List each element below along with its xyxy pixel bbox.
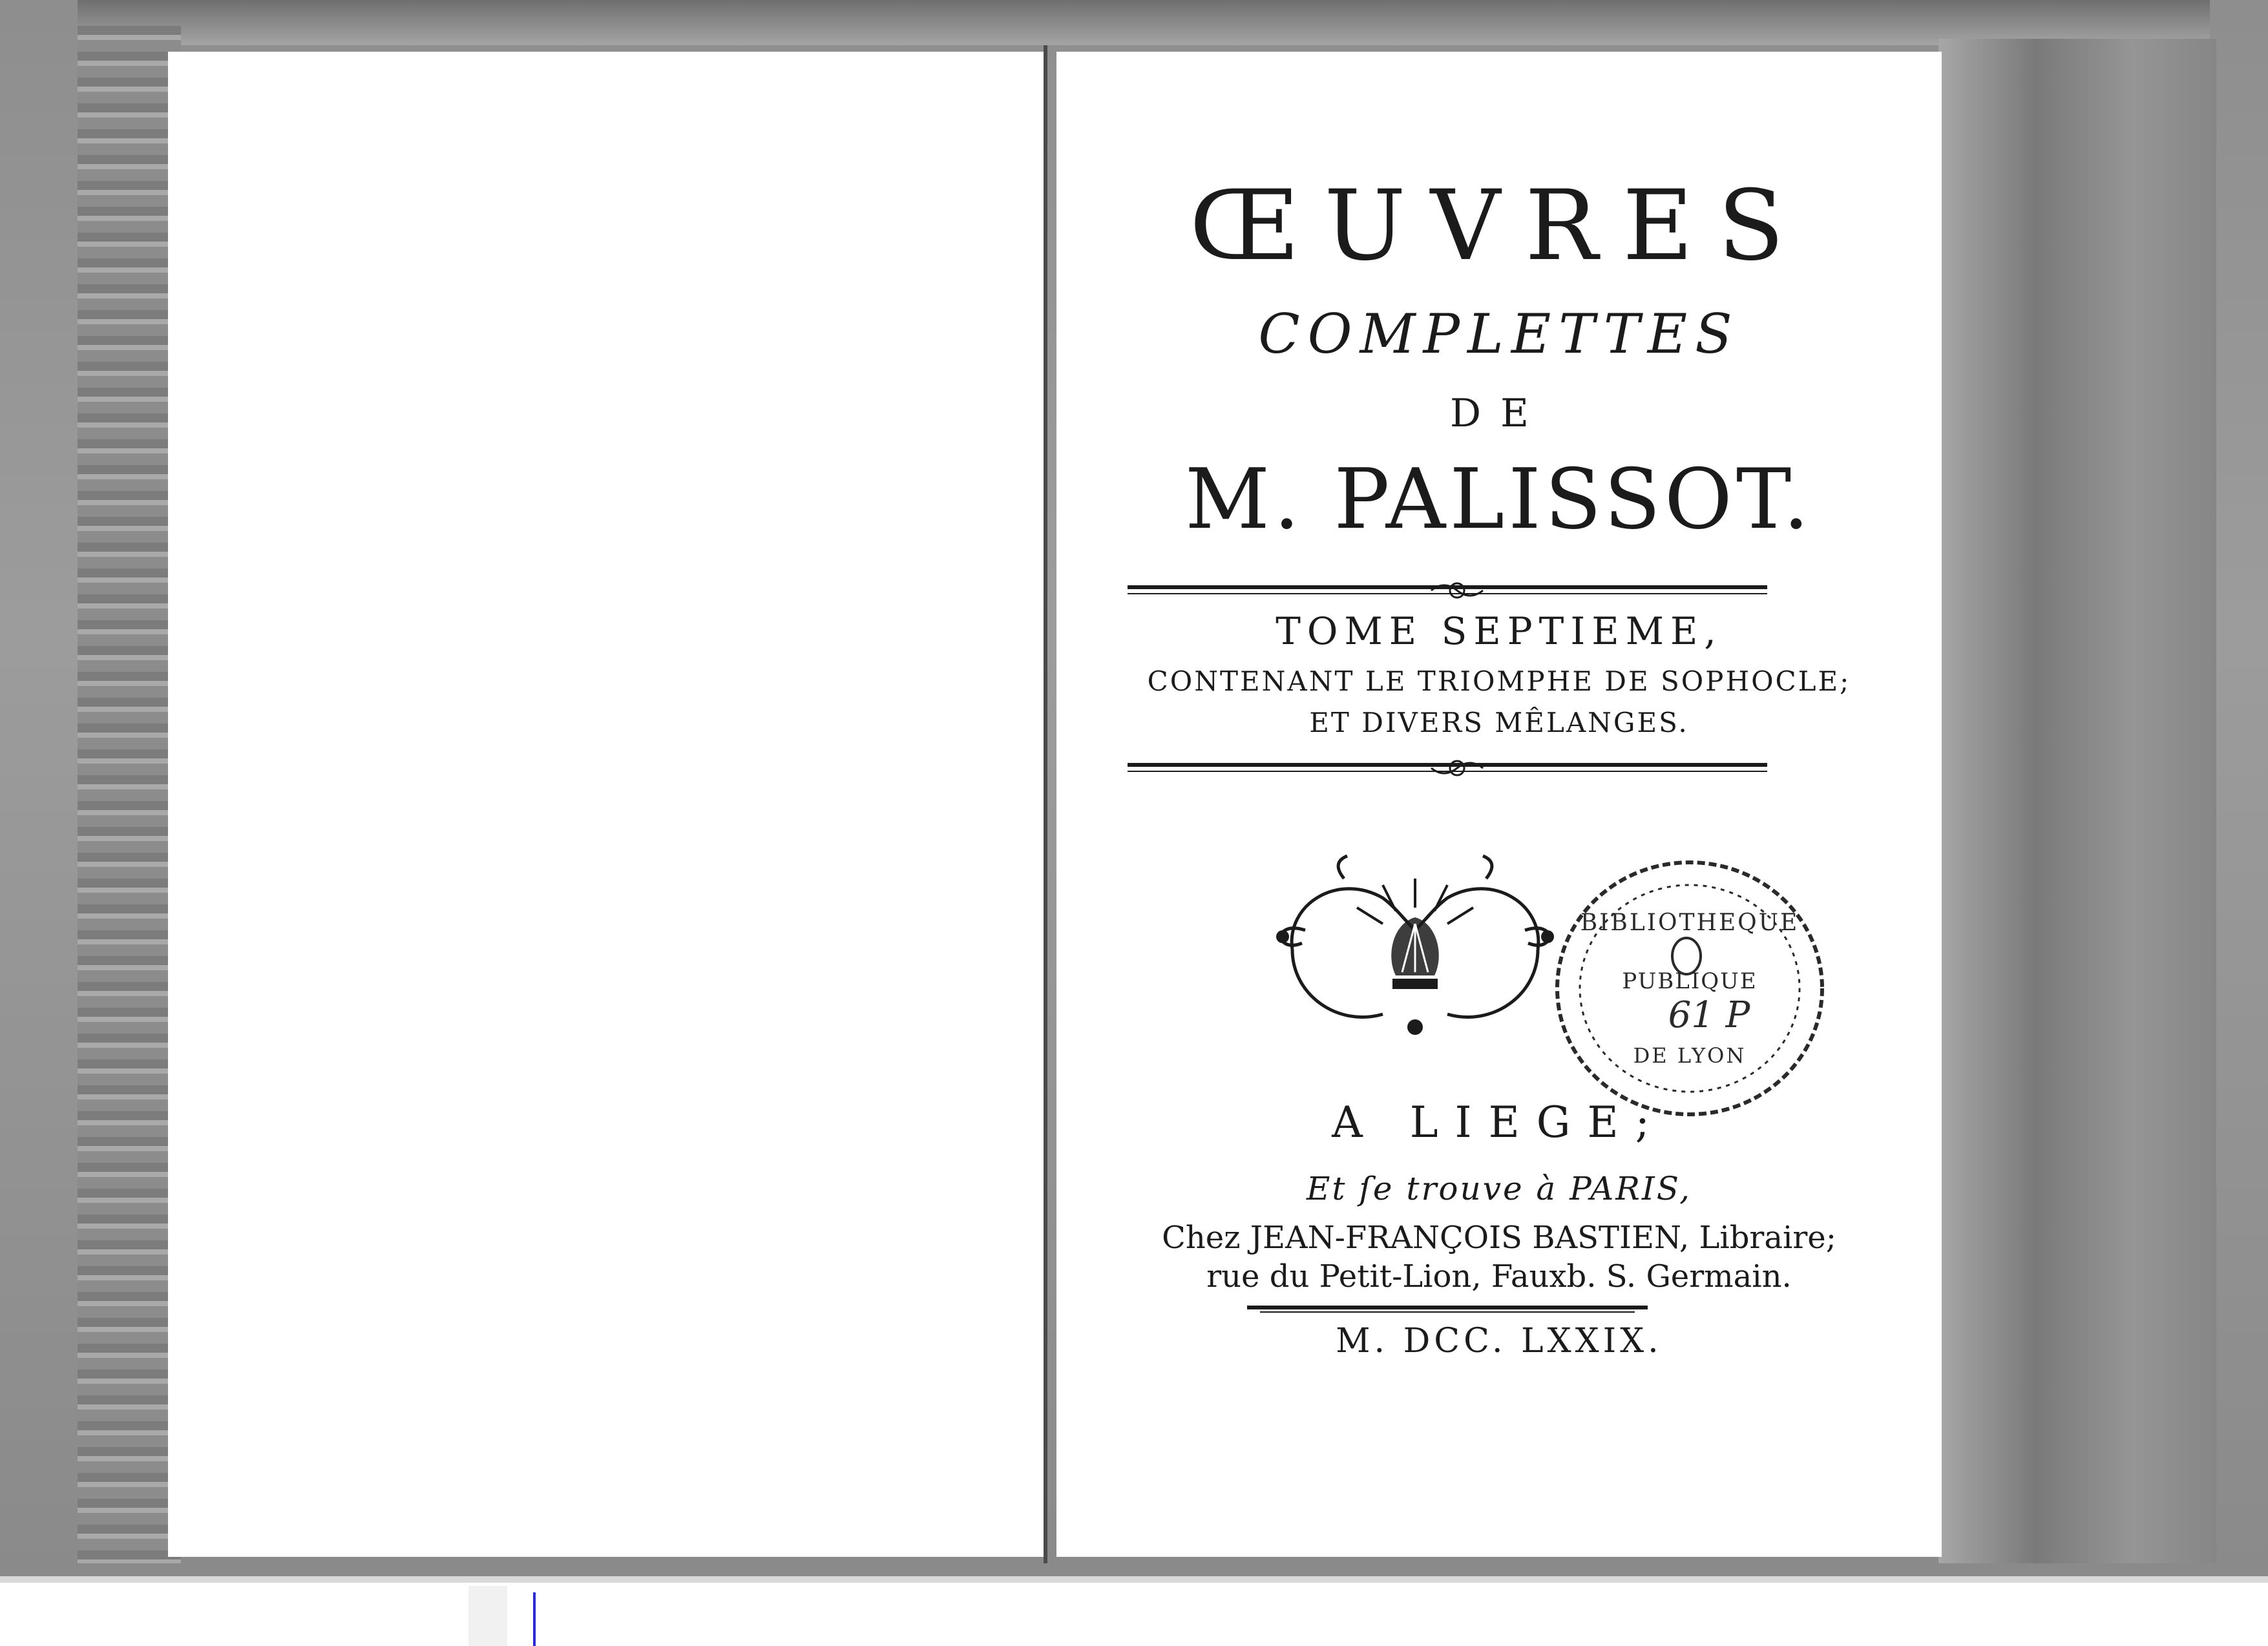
imprint-also-found: Et ſe trouve à PARIS, <box>1306 1170 1692 1207</box>
book-left-edge <box>78 26 181 1563</box>
book-author: M. PALISSOT. <box>1184 452 1814 548</box>
margin-mark <box>533 1592 536 1646</box>
stamp-shelfmark: 61 P <box>1668 994 1750 1036</box>
imprint-date: M. DCC. LXXIX. <box>1336 1322 1663 1360</box>
scan-bottom-edge <box>468 1586 507 1646</box>
stamp-text-middle: PUBLIQUE <box>1622 968 1758 994</box>
book-title: ŒUVRES <box>1189 170 1809 282</box>
book-gutter <box>1044 45 1047 1563</box>
book-right-edge <box>1938 39 2216 1563</box>
blank-left-page <box>168 52 1044 1557</box>
scan-bottom-margin <box>0 1576 2268 1646</box>
scan-bottom-bar <box>0 1576 2268 1583</box>
stamp-text-bottom: DE LYON <box>1633 1043 1747 1068</box>
imprint-rule <box>1247 1304 1648 1314</box>
imprint-place: A LIEGE; <box>1332 1098 1666 1147</box>
contents-line-1: CONTENANT LE TRIOMPHE DE SOPHOCLE; <box>1147 665 1851 697</box>
volume-line: TOME SEPTIEME, <box>1276 609 1723 653</box>
imprint-address: rue du Petit-Lion, Fauxb. S. Germain. <box>1206 1258 1792 1295</box>
ornamental-rule-bottom <box>1128 756 1767 782</box>
book-de: DE <box>1450 391 1548 436</box>
stamp-text-top: BIBLIOTHEQUE <box>1580 910 1800 936</box>
scan-top-band <box>78 0 2210 45</box>
contents-line-2: ET DIVERS MÊLANGES. <box>1309 707 1689 738</box>
book-subtitle: COMPLETTES <box>1258 302 1740 366</box>
library-stamp-icon <box>1548 853 1832 1124</box>
printer-ornament-icon <box>1266 853 1564 1047</box>
ornamental-rule-top <box>1128 578 1767 604</box>
imprint-publisher: Chez JEAN-FRANÇOIS BASTIEN, Libraire; <box>1162 1220 1836 1256</box>
